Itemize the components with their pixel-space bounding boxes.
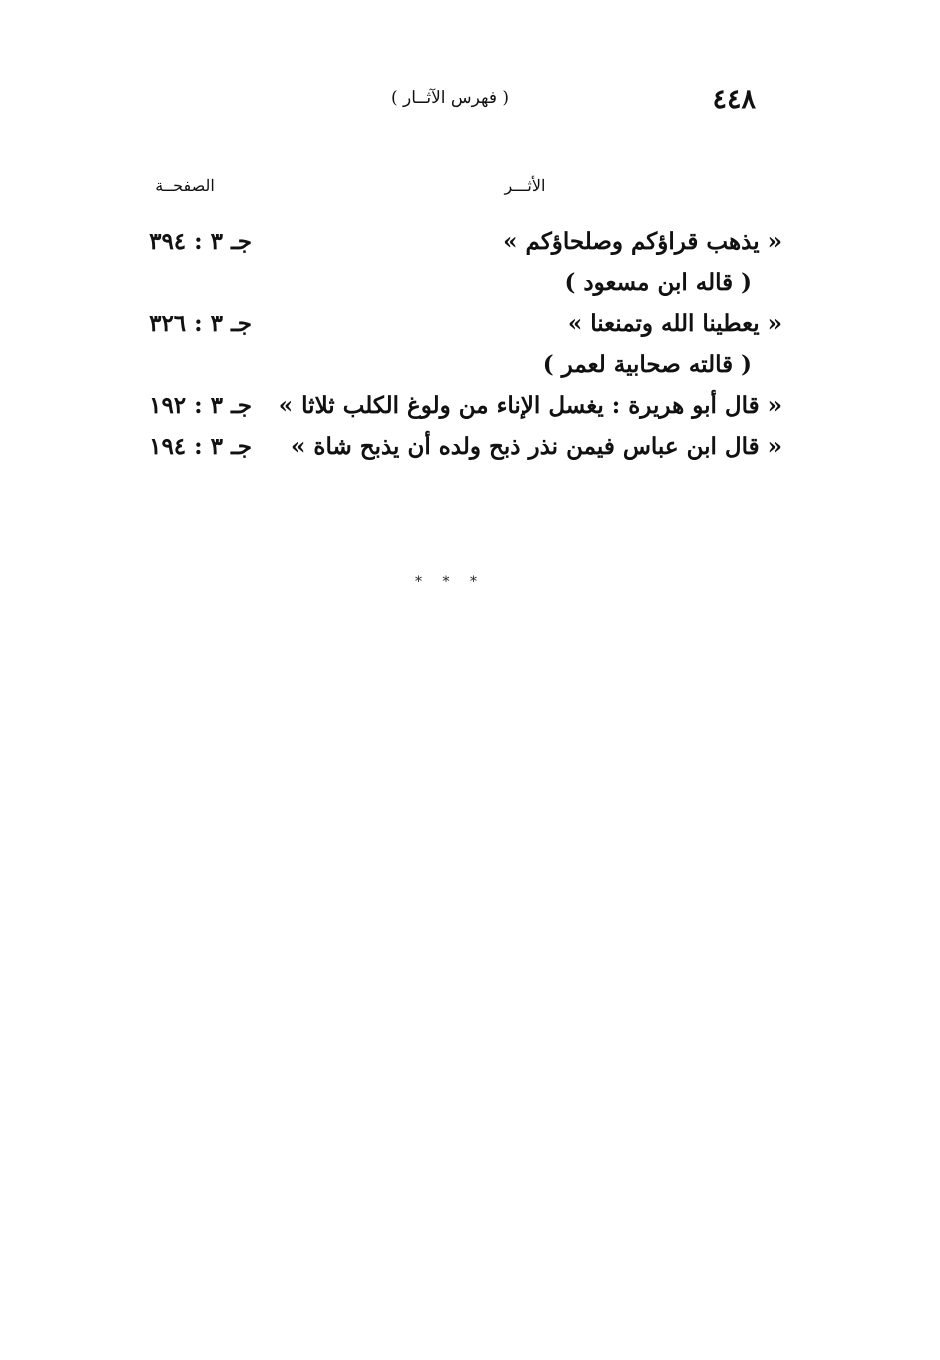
page-number: ٤٤٨ [712, 84, 756, 115]
index-entry [110, 433, 782, 474]
index-entry [110, 392, 782, 433]
section-divider: * * * [415, 574, 485, 590]
entry-text: ( قالته صحابية لعمر ) [542, 351, 752, 378]
column-header-page: الصفحــة [155, 176, 215, 195]
entry-page-ref: جـ ٣ : ٣٢٦ [149, 310, 252, 337]
entry-page-ref: جـ ٣ : ١٩٤ [149, 433, 252, 460]
index-entry [110, 310, 782, 351]
entry-page-ref: جـ ٣ : ٣٩٤ [149, 228, 252, 255]
entry-text: « يذهب قراؤكم وصلحاؤكم » [503, 228, 782, 255]
column-header-athar: الأثـــر [504, 176, 546, 195]
entry-text: « قال ابن عباس فيمن نذر ذبح ولده أن يذبح شاة » [291, 433, 782, 460]
index-entry [110, 228, 782, 269]
entry-text: « يعطينا الله وتمنعنا » [567, 310, 782, 337]
running-title: ( فهرس الآثــار ) [390, 88, 510, 108]
index-entry-attribution [110, 269, 782, 310]
entry-text: « قال أبو هريرة : يغسل الإناء من ولوغ الكلب ثلاثا » [278, 392, 782, 419]
entry-text: ( قاله ابن مسعود ) [564, 269, 752, 296]
entry-page-ref: جـ ٣ : ١٩٢ [149, 392, 252, 419]
athar-index-list [110, 228, 782, 474]
index-entry-attribution [110, 351, 782, 392]
